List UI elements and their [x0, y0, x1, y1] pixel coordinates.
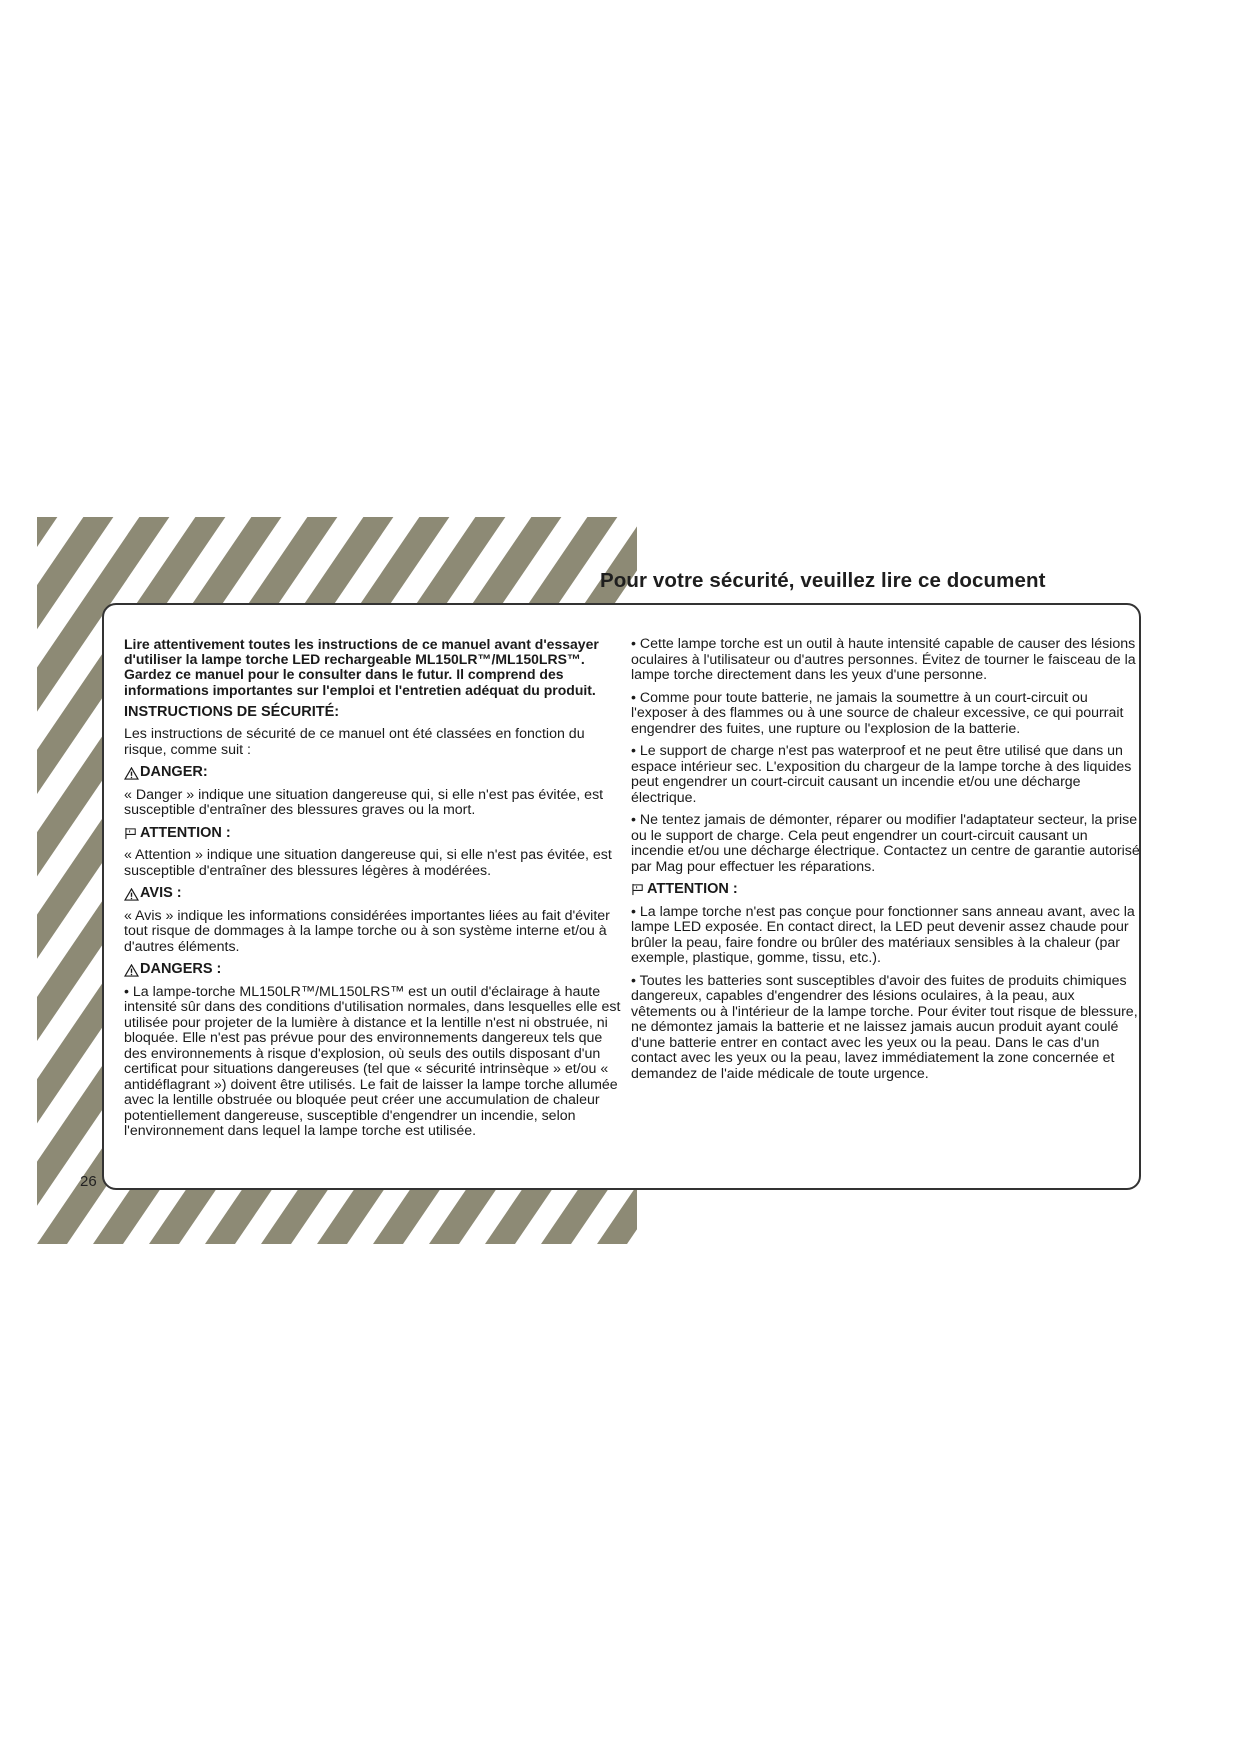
stripe	[0, 517, 57, 1244]
bullet-no-disassembly: • Ne tentez jamais de démonter, réparer ou modifier l'adaptateur secteur, la prise ou le support de charge. Cela peut engendrer un court-circuit causant un incendie et/ou une décharge électrique. Contactez un centre de garantie autorisé par Mag pour effectuer les réparations.	[631, 812, 1140, 875]
attention-text: « Attention » indique une situation dangereuse qui, si elle n'est pas évitée, est susceptible d'entraîner des blessures légères à modérées.	[124, 847, 612, 879]
warning-triangle-icon	[124, 888, 139, 901]
bullet-short-circuit: • Comme pour toute batterie, ne jamais la soumettre à un court-circuit ou l'exposer à des flammes ou à une source de chaleur excessive, ce qui pourrait engendrer des fuites, une rupture ou l'explosion de la batterie.	[631, 689, 1124, 737]
attention-flag-icon	[124, 827, 139, 840]
intro-paragraph: Lire attentivement toutes les instructions de ce manuel avant d'essayer d'utiliser la lampe torche LED rechargeable ML150LR™/ML150LRS™. Gardez ce manuel pour le consulter dans le futur. Il comprend des informations importantes sur l'emploi et l'entretien adéquat du produit.	[124, 636, 599, 698]
bullet-charger-waterproof: • Le support de charge n'est pas waterproof et ne peut être utilisé que dans un espace intérieur sec. L'exposition du chargeur de la lampe torche à des liquides peut engendrer un court-circuit causant un incendie et/ou une décharge électrique.	[631, 743, 1132, 806]
attention-heading	[124, 826, 621, 842]
safety-instructions-heading	[124, 705, 621, 721]
bullet-eye-injury: • Cette lampe torche est un outil à haute intensité capable de causer des lésions oculaires à l'utilisateur ou d'autres personnes. Évitez de tourner le faisceau de la lampe torche directement dans les yeux d'une personne.	[631, 636, 1136, 683]
avis-text: « Avis » indique les informations considérées importantes liées au fait d'éviter tout risque de dommages à la lampe torche ou à son système interne et/ou à d'autres éléments.	[124, 907, 610, 955]
dangers-heading	[124, 962, 621, 978]
left-column	[124, 637, 621, 1147]
bullet-front-ring: • La lampe torche n'est pas conçue pour fonctionner sans anneau avant, avec la lampe LED exposée. En contact direct, la LED peut devenir assez chaude pour brûler la peau, faire fondre ou brûler des matériaux sensibles à la chaleur (par exemple, plastique, gomme, tissu, etc.).	[631, 903, 1135, 966]
attention-flag-icon	[631, 883, 646, 896]
right-column	[631, 637, 1141, 1089]
warning-triangle-icon	[124, 767, 139, 780]
dangers-heading-text: DANGERS :	[140, 961, 222, 978]
safety-instructions-text: Les instructions de sécurité de ce manuel ont été classées en fonction du risque, comme suit :	[124, 726, 585, 758]
page-number: 26	[80, 1173, 97, 1190]
attention-heading-right	[631, 882, 1141, 898]
safety-heading-text: INSTRUCTIONS DE SÉCURITÉ:	[124, 703, 340, 720]
attention-heading-right-text: ATTENTION :	[647, 881, 738, 897]
danger-heading	[124, 765, 621, 781]
avis-heading-text: AVIS :	[140, 885, 182, 902]
dangers-text: • La lampe-torche ML150LR™/ML150LRS™ est un outil d'éclairage à haute intensité sûr dans des conditions d'utilisation normales, dans lesquelles elle est utilisée pour projeter de la lumière à distance et la lentille n'est ni obstruée, ni bloquée. Elle n'est pas prévue pour des environnements dangereux tels que des environnements à risque d'explosion, où seuls des outils disposant d'un certificat pour situations dangereuses (tel que « sécurité intrinsèque » et/ou « antidéflagrant ») doivent être utilisés. Le fait de laisser la lampe torche allumée avec la lentille obstruée ou bloquée peut créer une accumulation de chaleur potentiellement dangereuse, susceptible d'engendrer un incendie, selon l'environnement dans lequel la lampe torche est utilisée.	[124, 983, 621, 1140]
attention-heading-text: ATTENTION :	[140, 824, 231, 841]
danger-heading-text: DANGER:	[140, 764, 208, 781]
stripe	[0, 517, 1, 1244]
warning-triangle-icon	[124, 964, 139, 977]
bullet-battery-leak: • Toutes les batteries sont susceptibles d'avoir des fuites de produits chimiques dangereux, capables d'engendrer des lésions oculaires, à la peau, aux vêtements ou à l'intérieur de la lampe torche. Pour éviter tout risque de blessure, ne démontez jamais la batterie et ne laissez jamais aucun produit ayant coulé d'une batterie entrer en contact avec les yeux ou la peau. Dans le cas d'un contact avec les yeux ou la peau, lavez immédiatement la zone concernée et demandez de l'aide médicale de toute urgence.	[631, 972, 1138, 1082]
danger-text: « Danger » indique une situation dangereuse qui, si elle n'est pas évitée, est susceptible d'entraîner des blessures graves ou la mort.	[124, 786, 604, 819]
page-title: Pour votre sécurité, veuillez lire ce document	[600, 569, 1046, 592]
avis-heading	[124, 886, 621, 902]
